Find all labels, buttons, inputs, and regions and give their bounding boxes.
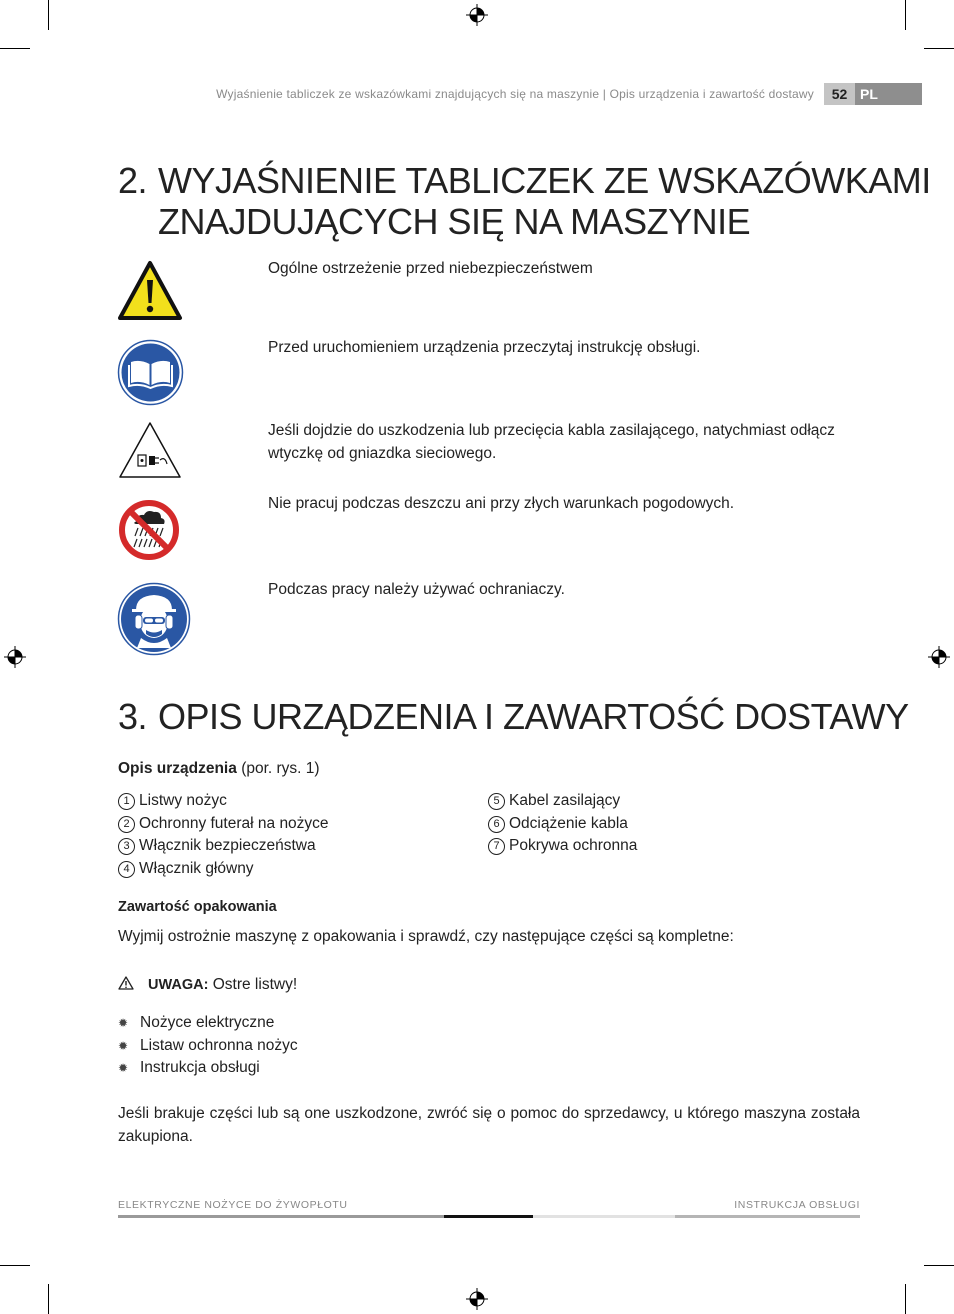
crop-mark: [905, 1284, 906, 1314]
footer-rule: [533, 1215, 675, 1218]
part-label: Odciążenie kabla: [509, 814, 628, 832]
gear-bullet-icon: ✹: [118, 1061, 129, 1076]
closing-paragraph: Jeśli brakuje części lub są one uszkodzone, zwróć się o pomoc do sprzedawcy, u którego maszyna została zakupiona.: [118, 1105, 860, 1145]
section-3-title: [118, 696, 909, 737]
crop-mark: [48, 1284, 49, 1314]
list-item: [118, 1035, 298, 1058]
section-title: OPIS URZĄDZENIA I ZAWARTOŚĆ DOSTAWY: [158, 696, 909, 737]
registration-mark-icon: [466, 4, 488, 26]
part-number: 5: [488, 793, 505, 810]
warning-triangle-icon: [118, 976, 134, 990]
parts-list-right: [488, 790, 637, 858]
footer-rule: [675, 1215, 860, 1218]
package-contents-list: [118, 1012, 298, 1080]
registration-mark-icon: [4, 646, 26, 668]
part-number: 3: [118, 838, 135, 855]
crop-mark: [905, 0, 906, 30]
no-rain-icon: [117, 499, 181, 561]
page-number: 52: [824, 83, 855, 105]
package-contents-intro: Wyjmij ostrożnie maszynę z opakowania i sprawdź, czy następujące części są kompletne:: [118, 928, 734, 945]
protective-gear-icon: [117, 582, 191, 656]
device-description-heading: [118, 758, 320, 780]
crop-mark: [924, 48, 954, 49]
registration-mark-icon: [928, 646, 950, 668]
gear-bullet-icon: ✹: [118, 1038, 129, 1053]
registration-mark-icon: [466, 1288, 488, 1310]
parts-list-left: [118, 790, 329, 880]
list-item: [118, 1012, 298, 1035]
part-number: 7: [488, 838, 505, 855]
part-label: Włącznik główny: [139, 859, 254, 877]
read-manual-icon: [117, 339, 184, 406]
running-header: Wyjaśnienie tabliczek ze wskazówkami znajdujących się na maszynie | Opis urządzenia i zawartość dostawy: [216, 87, 814, 101]
part-number: 1: [118, 793, 135, 810]
list-item: [488, 835, 637, 858]
warning-triangle-icon: [117, 260, 183, 322]
sign-description: Jeśli dojdzie do uszkodzenia lub przecięcia kabla zasilającego, natychmiast odłącz wtyczkę od gniazdka sieciowego.: [268, 422, 835, 462]
device-description-label: Opis urządzenia: [118, 760, 237, 777]
sign-description: Nie pracuj podczas deszczu ani przy złych warunkach pogodowych.: [268, 495, 735, 512]
language-tab: PL: [855, 83, 922, 105]
figure-reference: (por. rys. 1): [241, 760, 320, 777]
part-number: 6: [488, 816, 505, 833]
section-title-line2: ZNAJDUJĄCYCH SIĘ NA MASZYNIE: [158, 201, 751, 242]
sharp-blades-warning: [118, 974, 297, 996]
item-label: Instrukcja obsługi: [140, 1059, 260, 1077]
warning-text: Ostre listwy!: [212, 976, 298, 993]
footer-right: INSTRUKCJA OBSŁUGI: [734, 1199, 860, 1211]
package-contents-heading: Zawartość opakowania: [118, 899, 277, 915]
gear-bullet-icon: ✹: [118, 1016, 129, 1031]
unplug-cable-icon: [117, 420, 183, 480]
part-label: Ochronny futerał na nożyce: [139, 814, 329, 832]
crop-mark: [0, 1265, 30, 1266]
crop-mark: [924, 1265, 954, 1266]
footer-rule: [118, 1215, 444, 1218]
sign-description: Ogólne ostrzeżenie przed niebezpieczeństwem: [268, 260, 593, 277]
section-number: 3.: [118, 696, 148, 737]
sign-description: Przed uruchomieniem urządzenia przeczytaj instrukcję obsługi.: [268, 339, 701, 356]
list-item: [118, 813, 329, 836]
section-number: 2.: [118, 160, 148, 201]
list-item: [488, 790, 637, 813]
item-label: Listaw ochronna nożyc: [140, 1036, 298, 1054]
footer-left: ELEKTRYCZNE NOŻYCE DO ŻYWOPŁOTU: [118, 1199, 348, 1211]
section-title-line1: WYJAŚNIENIE TABLICZEK ZE WSKAZÓWKAMI: [158, 160, 931, 201]
sign-description: Podczas pracy należy używać ochraniaczy.: [268, 581, 565, 598]
part-label: Włącznik bezpieczeństwa: [139, 837, 316, 854]
part-label: Pokrywa ochronna: [509, 837, 638, 854]
warning-label: UWAGA:: [148, 977, 209, 993]
list-item: [118, 790, 329, 813]
part-number: 2: [118, 816, 135, 833]
part-label: Listwy nożyc: [139, 792, 227, 809]
part-label: Kabel zasilający: [509, 792, 621, 809]
footer-rule: [444, 1215, 533, 1218]
part-number: 4: [118, 861, 135, 878]
list-item: [488, 813, 637, 836]
list-item: [118, 858, 329, 881]
list-item: [118, 835, 329, 858]
list-item: [118, 1057, 298, 1080]
item-label: Nożyce elektryczne: [140, 1014, 275, 1032]
crop-mark: [48, 0, 49, 30]
crop-mark: [0, 48, 30, 49]
section-2-title: [118, 160, 931, 242]
